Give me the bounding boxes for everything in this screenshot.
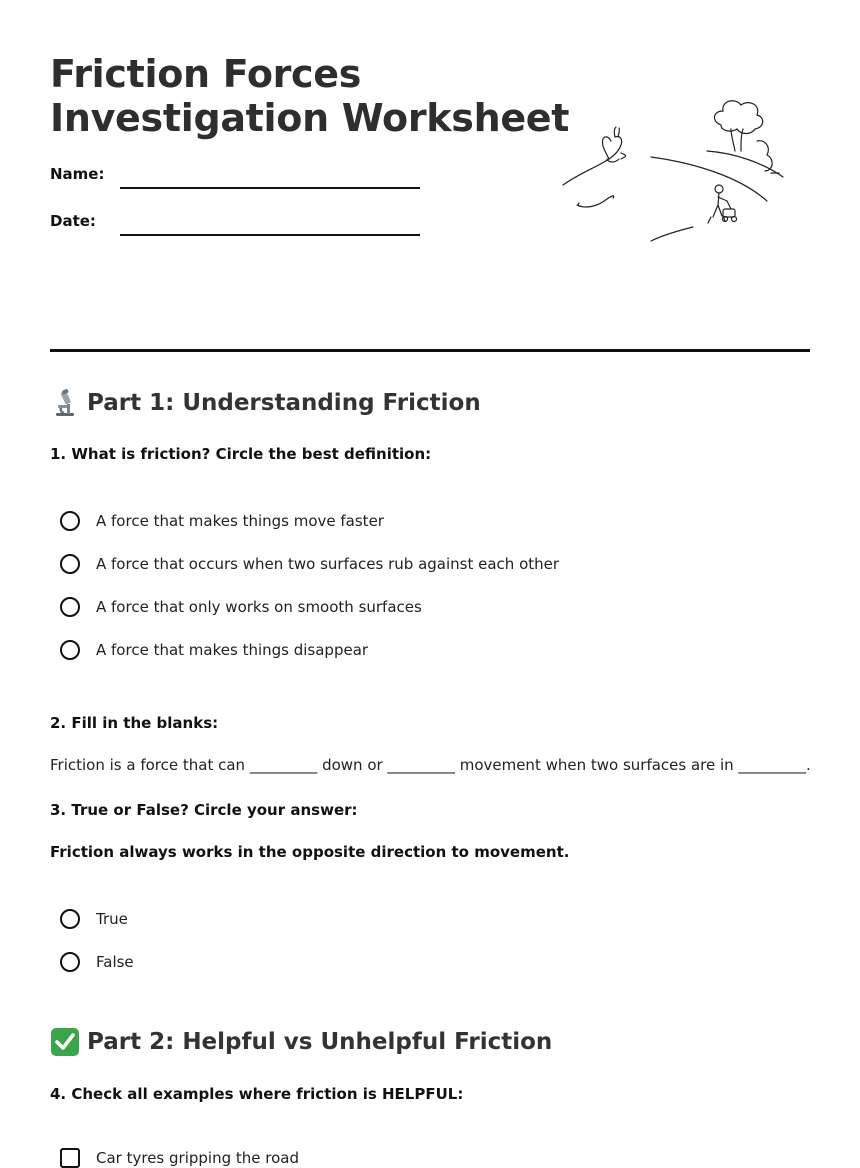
q1-option-label: A force that makes things disappear	[96, 641, 369, 659]
q1-option-label: A force that occurs when two surfaces rub against each other	[96, 555, 560, 573]
radio-circle[interactable]	[60, 554, 80, 574]
title-line-1: Friction Forces	[50, 52, 362, 96]
q3-statement: Friction always works in the opposite direction to movement.	[50, 843, 570, 861]
checkbox[interactable]	[60, 1148, 80, 1168]
radio-circle[interactable]	[60, 597, 80, 617]
name-label: Name:	[50, 165, 105, 183]
q2-prompt: 2. Fill in the blanks:	[50, 714, 219, 732]
name-input-line[interactable]	[120, 187, 420, 189]
worksheet-title	[50, 52, 569, 140]
q1-option[interactable]	[60, 597, 422, 617]
check-mark-button-icon	[50, 1027, 80, 1057]
radio-circle[interactable]	[60, 511, 80, 531]
q2-fill-in-sentence: Friction is a force that can _________ down or _________ movement when two surfaces are in _________.	[50, 756, 811, 774]
q4-option-label: Car tyres gripping the road	[96, 1149, 299, 1167]
q1-option[interactable]	[60, 511, 384, 531]
q1-option[interactable]	[60, 554, 559, 574]
kangaroo-hill-illustration	[535, 55, 805, 255]
radio-circle[interactable]	[60, 640, 80, 660]
part1-heading	[50, 388, 481, 418]
q1-option[interactable]	[60, 640, 368, 660]
radio-circle[interactable]	[60, 909, 80, 929]
q3-prompt: 3. True or False? Circle your answer:	[50, 801, 358, 819]
part1-heading-text: Part 1: Understanding Friction	[87, 390, 481, 416]
q3-option[interactable]	[60, 952, 134, 972]
q3-option-label: True	[96, 910, 128, 928]
q4-prompt: 4. Check all examples where friction is HELPFUL:	[50, 1085, 464, 1103]
date-label: Date:	[50, 212, 96, 230]
part2-heading	[50, 1027, 552, 1057]
section-divider	[50, 349, 810, 352]
q1-option-label: A force that makes things move faster	[96, 512, 384, 530]
radio-circle[interactable]	[60, 952, 80, 972]
q3-option-label: False	[96, 953, 134, 971]
q1-option-label: A force that only works on smooth surfaces	[96, 598, 422, 616]
part2-heading-text: Part 2: Helpful vs Unhelpful Friction	[87, 1029, 553, 1055]
title-line-2: Investigation Worksheet	[50, 96, 570, 140]
q4-option[interactable]	[60, 1148, 299, 1168]
date-input-line[interactable]	[120, 234, 420, 236]
microscope-icon	[50, 388, 80, 418]
q1-prompt: 1. What is friction? Circle the best definition:	[50, 445, 432, 463]
q3-option[interactable]	[60, 909, 128, 929]
